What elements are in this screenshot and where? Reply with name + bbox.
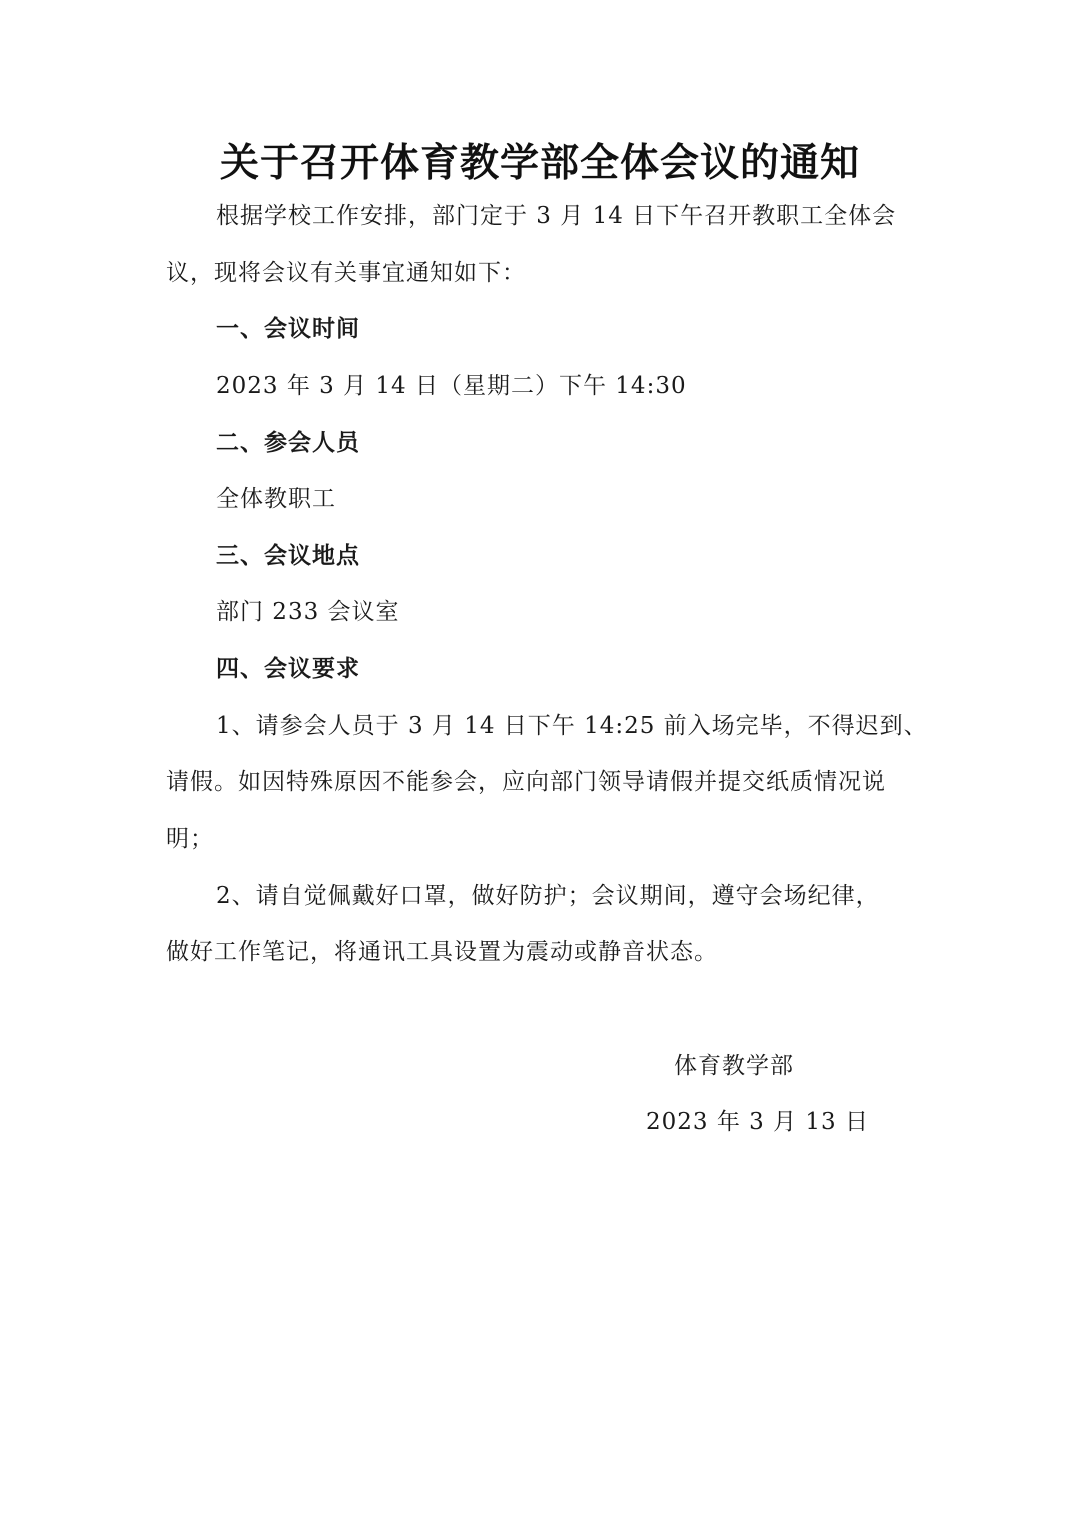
requirement-1-line-2: 请假。如因特殊原因不能参会，应向部门领导请假并提交纸质情况说 — [166, 769, 886, 795]
signature-date: 2023 年 3 月 13 日 — [646, 1109, 869, 1135]
requirement-1-line-1: 1、请参会人员于 3 月 14 日下午 14:25 前入场完毕，不得迟到、 — [216, 713, 928, 739]
requirement-2-line-1: 2、请自觉佩戴好口罩，做好防护；会议期间，遵守会场纪律， — [216, 883, 880, 909]
intro-line-2: 议，现将会议有关事宜通知如下： — [166, 260, 526, 286]
intro-line-1: 根据学校工作安排，部门定于 3 月 14 日下午召开教职工全体会 — [216, 203, 897, 229]
signature-department: 体育教学部 — [674, 1053, 794, 1079]
section-time-content: 2023 年 3 月 14 日（星期二）下午 14:30 — [216, 373, 687, 399]
section-attendees-content: 全体教职工 — [216, 486, 336, 512]
section-location-heading: 三、会议地点 — [216, 543, 360, 569]
section-time-heading: 一、会议时间 — [216, 316, 360, 342]
document-title: 关于召开体育教学部全体会议的通知 — [219, 141, 860, 186]
requirement-1-line-3: 明； — [166, 826, 214, 852]
section-requirements-heading: 四、会议要求 — [216, 656, 360, 682]
section-attendees-heading: 二、参会人员 — [216, 430, 360, 456]
section-location-content: 部门 233 会议室 — [216, 599, 400, 625]
requirement-2-line-2: 做好工作笔记，将通讯工具设置为震动或静音状态。 — [166, 939, 718, 965]
